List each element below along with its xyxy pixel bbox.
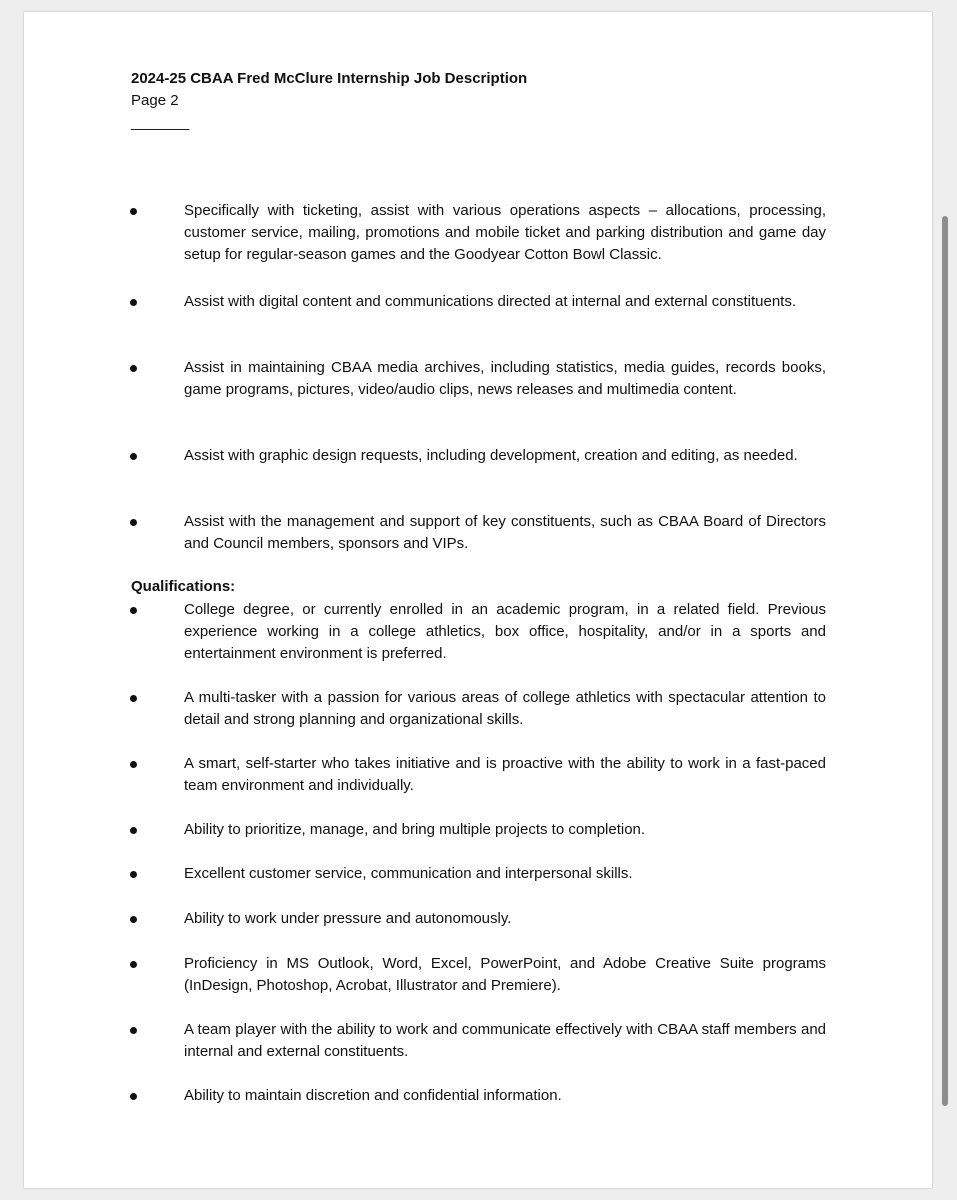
qualification-text: Ability to prioritize, manage, and bring multiple projects to completion.: [184, 821, 646, 838]
bullet-icon: [130, 365, 137, 372]
bullet-icon: [130, 961, 137, 968]
qualification-text: A smart, self-starter who takes initiative and is proactive with the ability to work in a fast-paced team environment and individually.: [184, 755, 826, 794]
qualification-text: A team player with the ability to work and communicate effectively with CBAA staff members and internal and external constituents.: [184, 1021, 826, 1060]
bullet-icon: [130, 299, 137, 306]
document-title: 2024-25 CBAA Fred McClure Internship Job Description: [131, 70, 528, 87]
bullet-icon: [130, 1093, 137, 1100]
qualification-text: A multi-tasker with a passion for various areas of college athletics with spectacular attention to detail and strong planning and organizational skills.: [184, 689, 826, 728]
bullet-icon: [130, 916, 137, 923]
page-number: Page 2: [131, 92, 179, 109]
qualification-text: College degree, or currently enrolled in an academic program, in a related field. Previous experience working in a college athletics, box office, hospitality, and/or in a sports and entertainment environment is preferred.: [184, 601, 826, 662]
qualifications-heading: Qualifications:: [131, 578, 236, 595]
bullet-icon: [130, 761, 137, 768]
page-header: [131, 68, 527, 134]
document-page: [24, 12, 932, 1188]
qualification-text: Excellent customer service, communication and interpersonal skills.: [184, 865, 633, 882]
bullet-icon: [130, 453, 137, 460]
header-rule: _______: [131, 114, 190, 131]
bullet-icon: [130, 208, 137, 215]
bullet-icon: [130, 695, 137, 702]
duty-text: Assist with digital content and communications directed at internal and external constituents.: [184, 293, 796, 310]
bullet-icon: [130, 871, 137, 878]
bullet-icon: [130, 607, 137, 614]
qualification-text: Ability to maintain discretion and confidential information.: [184, 1087, 562, 1104]
duty-text: Assist in maintaining CBAA media archives, including statistics, media guides, records books, game programs, pictures, video/audio clips, news releases and multimedia content.: [184, 359, 826, 398]
duty-text: Assist with graphic design requests, including development, creation and editing, as needed.: [184, 447, 798, 464]
qualification-text: Ability to work under pressure and autonomously.: [184, 910, 512, 927]
vertical-scrollbar[interactable]: [942, 216, 948, 1106]
duty-text: Specifically with ticketing, assist with various operations aspects – allocations, processing, customer service, mailing, promotions and mobile ticket and parking distribution and game day setup for regular-season games and the Goodyear Cotton Bowl Classic.: [184, 202, 826, 263]
qualification-text: Proficiency in MS Outlook, Word, Excel, PowerPoint, and Adobe Creative Suite programs (InDesign, Photoshop, Acrobat, Illustrator and Premiere).: [184, 955, 826, 994]
bullet-icon: [130, 1027, 137, 1034]
duty-text: Assist with the management and support of key constituents, such as CBAA Board of Directors and Council members, sponsors and VIPs.: [184, 513, 826, 552]
bullet-icon: [130, 519, 137, 526]
bullet-icon: [130, 827, 137, 834]
